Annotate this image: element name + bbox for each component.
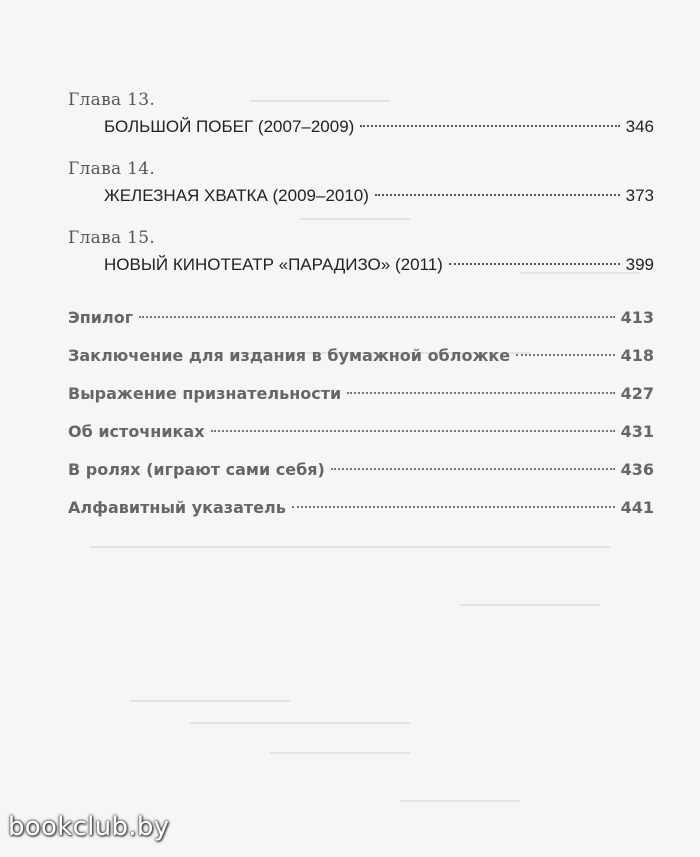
toc-entry-conclusion: [68, 337, 654, 375]
page-number: 427: [620, 384, 654, 403]
dot-leader: [139, 316, 615, 318]
chapter-label: Глава 13.: [68, 90, 156, 110]
entry-title: Об источниках: [68, 422, 205, 441]
page-number: 441: [620, 498, 654, 517]
toc-entry-cast: [68, 451, 654, 489]
chapter-14: [68, 157, 654, 211]
entry-title: Выражение признательности: [68, 384, 342, 403]
watermark: bookclub.by: [8, 812, 170, 842]
chapter-13: [68, 88, 654, 142]
toc-row: [68, 181, 654, 211]
dot-leader: [449, 263, 620, 265]
bleed-through-line: [90, 546, 610, 548]
page-number: 431: [620, 422, 654, 441]
page-number: 436: [620, 460, 654, 479]
dot-leader: [211, 430, 615, 432]
bleed-through-line: [270, 752, 410, 754]
toc-entry-acknowledgements: [68, 375, 654, 413]
entry-title: Заключение для издания в бумажной обложке: [68, 346, 511, 365]
dot-leader: [331, 468, 615, 470]
toc-row: [68, 112, 654, 142]
toc-entry-epilogue: [68, 299, 654, 337]
dot-leader: [292, 506, 615, 508]
page-number: 413: [620, 308, 654, 327]
bleed-through-line: [130, 700, 290, 702]
toc-entry-index: [68, 489, 654, 527]
chapter-title: ЖЕЛЕЗНАЯ ХВАТКА (2009–2010): [104, 186, 369, 205]
page-number: 373: [625, 186, 654, 205]
dot-leader: [516, 354, 615, 356]
page-number: 418: [620, 346, 654, 365]
bleed-through-line: [400, 800, 520, 802]
page-number: 399: [625, 255, 654, 274]
table-of-contents: [68, 88, 654, 527]
entry-title: Алфавитный указатель: [68, 498, 286, 517]
bleed-through-line: [190, 722, 410, 724]
chapter-title: НОВЫЙ КИНОТЕАТР «ПАРАДИЗО» (2011): [104, 255, 443, 274]
dot-leader: [347, 392, 614, 394]
dot-leader: [375, 194, 620, 196]
page-number: 346: [625, 117, 654, 136]
toc-row: [68, 250, 654, 280]
entry-title: Эпилог: [68, 308, 134, 327]
entry-title: В ролях (играют сами себя): [68, 460, 325, 479]
chapter-label: Глава 15.: [68, 228, 156, 248]
dot-leader: [360, 125, 619, 127]
chapter-15: [68, 226, 654, 280]
chapter-label: Глава 14.: [68, 159, 156, 179]
bleed-through-line: [460, 604, 600, 606]
toc-entry-sources: [68, 413, 654, 451]
chapter-title: БОЛЬШОЙ ПОБЕГ (2007–2009): [104, 117, 355, 136]
